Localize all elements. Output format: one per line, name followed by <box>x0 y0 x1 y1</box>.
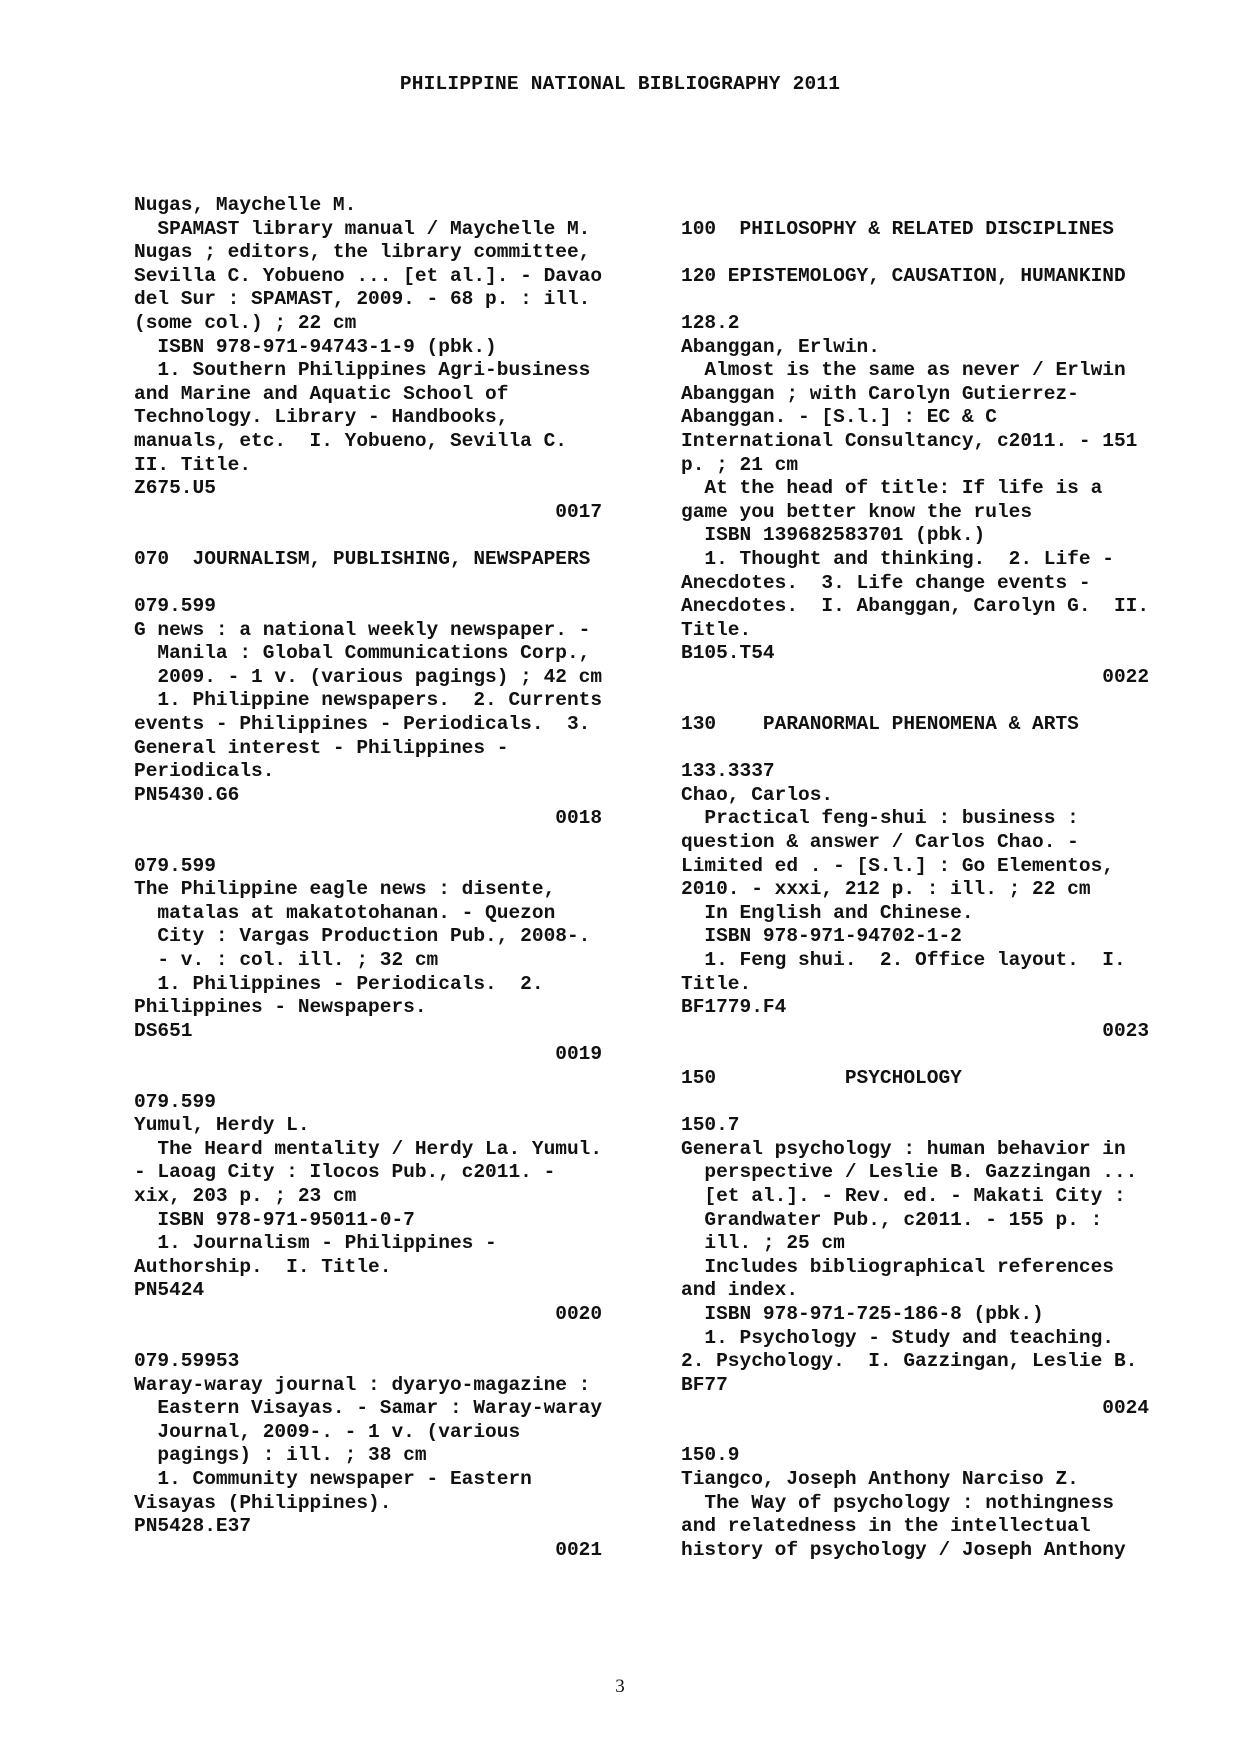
text-line: [et al.]. - Rev. ed. - Makati City : <box>681 1184 1126 1207</box>
text-line: - v. : col. ill. ; 32 cm <box>134 949 439 971</box>
text-line: Philippines - Newspapers. <box>134 996 427 1019</box>
text-line <box>681 737 1179 761</box>
text-line: Grandwater Pub., c2011. - 155 p. : <box>681 1208 1103 1231</box>
text-line <box>134 524 660 548</box>
text-line: B105.T54 <box>681 642 775 665</box>
text-line: G news : a national weekly newspaper. - <box>134 618 591 641</box>
text-line: PN5428.E37 <box>134 1515 252 1538</box>
text-line: and Marine and Aquatic School of <box>134 382 509 405</box>
text-line: II. Title. <box>134 453 252 476</box>
text-line: Almost is the same as never / Erlwin <box>681 359 1126 382</box>
text-line: xix, 203 p. ; 23 cm <box>134 1184 357 1207</box>
text-line <box>681 1421 1179 1445</box>
text-line: Journal, 2009-. - 1 v. (various <box>134 1420 521 1443</box>
text-line: Anecdotes. I. Abanggan, Carolyn G. II. <box>681 595 1150 618</box>
text-line: 133.3337 <box>681 760 775 783</box>
text-line: 128.2 <box>681 311 740 334</box>
text-line: 0018 <box>134 807 603 830</box>
text-line: ISBN 978-971-95011-0-7 <box>134 1208 415 1231</box>
text-line: 079.599 <box>134 595 216 618</box>
text-line: 100 PHILOSOPHY & RELATED DISCIPLINES <box>681 217 1114 240</box>
text-line: DS651 <box>134 1019 193 1042</box>
text-line: Yumul, Herdy L. <box>134 1114 310 1137</box>
text-line <box>681 241 1179 265</box>
text-line: 070 JOURNALISM, PUBLISHING, NEWSPAPERS <box>134 547 591 570</box>
text-line <box>134 831 660 855</box>
text-line: 2010. - xxxi, 212 p. : ill. ; 22 cm <box>681 878 1091 901</box>
text-line: Anecdotes. 3. Life change events - <box>681 571 1091 594</box>
text-line: Limited ed . - [S.l.] : Go Elementos, <box>681 854 1114 877</box>
text-line: 0023 <box>681 1019 1150 1042</box>
text-line: 2009. - 1 v. (various pagings) ; 42 cm <box>134 665 603 688</box>
text-line: game you better know the rules <box>681 500 1033 523</box>
text-line: Title. <box>681 972 752 995</box>
text-line: 1. Philippine newspapers. 2. Currents <box>134 689 603 712</box>
text-line: pagings) : ill. ; 38 cm <box>134 1444 427 1467</box>
text-line: (some col.) ; 22 cm <box>134 311 357 334</box>
text-line: 0017 <box>134 500 603 523</box>
text-line: 150 PSYCHOLOGY <box>681 1066 962 1089</box>
text-line <box>681 689 1179 713</box>
text-line: ISBN 978-971-94743-1-9 (pbk.) <box>134 335 497 358</box>
text-line: The Way of psychology : nothingness <box>681 1491 1114 1514</box>
text-line <box>681 288 1179 312</box>
text-line: Abanggan, Erlwin. <box>681 335 880 358</box>
text-line: perspective / Leslie B. Gazzingan ... <box>681 1161 1138 1184</box>
text-line: General interest - Philippines - <box>134 736 509 759</box>
text-line <box>681 194 1179 218</box>
text-line: 0020 <box>134 1302 603 1325</box>
text-line: 1. Thought and thinking. 2. Life - <box>681 547 1114 570</box>
text-line: 1. Philippines - Periodicals. 2. <box>134 972 544 995</box>
text-line: history of psychology / Joseph Anthony <box>681 1538 1126 1561</box>
text-line: BF1779.F4 <box>681 996 787 1019</box>
text-line: manuals, etc. I. Yobueno, Sevilla C. <box>134 429 567 452</box>
text-line: Tiangco, Joseph Anthony Narciso Z. <box>681 1468 1079 1491</box>
text-line: Nugas, Maychelle M. <box>134 194 357 216</box>
text-line: Z675.U5 <box>134 477 216 500</box>
text-line: 1. Feng shui. 2. Office layout. I. <box>681 949 1126 971</box>
right-column <box>681 194 1179 1562</box>
text-line: PN5424 <box>134 1279 205 1302</box>
text-line: Chao, Carlos. <box>681 783 834 806</box>
text-line: Eastern Visayas. - Samar : Waray-waray <box>134 1397 603 1420</box>
text-line: Abanggan ; with Carolyn Gutierrez- <box>681 382 1079 405</box>
text-line: Visayas (Philippines). <box>134 1491 392 1514</box>
text-line: Waray-waray journal : dyaryo-magazine : <box>134 1373 591 1396</box>
text-line: 1. Community newspaper - Eastern <box>134 1468 532 1491</box>
text-line: Authorship. I. Title. <box>134 1255 392 1278</box>
text-line: 079.599 <box>134 854 216 877</box>
text-line: 130 PARANORMAL PHENOMENA & ARTS <box>681 713 1079 736</box>
text-line: del Sur : SPAMAST, 2009. - 68 p. : ill. <box>134 288 591 311</box>
text-line: and relatedness in the intellectual <box>681 1515 1091 1538</box>
text-line <box>134 1327 660 1351</box>
text-line <box>681 1043 1179 1067</box>
text-line: question & answer / Carlos Chao. - <box>681 831 1079 854</box>
text-line: 2. Psychology. I. Gazzingan, Leslie B. <box>681 1350 1138 1373</box>
text-line: Includes bibliographical references <box>681 1255 1114 1278</box>
text-line: At the head of title: If life is a <box>681 477 1103 500</box>
text-line: ISBN 978-971-94702-1-2 <box>681 925 962 948</box>
text-line: Nugas ; editors, the library committee, <box>134 241 591 264</box>
text-line: ill. ; 25 cm <box>681 1232 845 1255</box>
text-line: The Heard mentality / Herdy La. Yumul. <box>134 1137 603 1160</box>
text-line: matalas at makatotohanan. - Quezon <box>134 901 556 924</box>
text-line: 120 EPISTEMOLOGY, CAUSATION, HUMANKIND <box>681 264 1126 287</box>
text-line: events - Philippines - Periodicals. 3. <box>134 713 591 736</box>
text-line: General psychology : human behavior in <box>681 1137 1126 1160</box>
text-line: SPAMAST library manual / Maychelle M. <box>134 217 591 240</box>
text-line: 0024 <box>681 1397 1150 1420</box>
text-line: - Laoag City : Ilocos Pub., c2011. - <box>134 1161 556 1184</box>
text-line: ISBN 978-971-725-186-8 (pbk.) <box>681 1302 1044 1325</box>
text-line: 0021 <box>134 1538 603 1561</box>
text-line: 0022 <box>681 665 1150 688</box>
text-line: 079.599 <box>134 1090 216 1113</box>
text-line <box>681 1091 1179 1115</box>
page-header-title: PHILIPPINE NATIONAL BIBLIOGRAPHY 2011 <box>399 73 841 95</box>
text-line: 1. Psychology - Study and teaching. <box>681 1326 1114 1349</box>
page-number: 3 <box>615 1676 625 1697</box>
text-line: In English and Chinese. <box>681 901 974 924</box>
text-line: Technology. Library - Handbooks, <box>134 406 509 429</box>
text-line: Periodicals. <box>134 760 275 783</box>
text-line: PN5430.G6 <box>134 783 240 806</box>
text-line: 1. Southern Philippines Agri-business <box>134 359 591 382</box>
text-line: 150.9 <box>681 1444 740 1467</box>
text-line: 079.59953 <box>134 1350 240 1373</box>
left-column <box>134 194 660 1562</box>
text-line: City : Vargas Production Pub., 2008-. <box>134 925 591 948</box>
text-line: BF77 <box>681 1373 728 1396</box>
text-line <box>134 572 660 596</box>
text-line: Title. <box>681 618 752 641</box>
text-line: Manila : Global Communications Corp., <box>134 642 591 665</box>
text-line <box>134 1067 660 1091</box>
text-line: ISBN 139682583701 (pbk.) <box>681 524 986 547</box>
text-line: 150.7 <box>681 1114 740 1137</box>
text-line: p. ; 21 cm <box>681 453 799 476</box>
text-line: Sevilla C. Yobueno ... [et al.]. - Davao <box>134 264 603 287</box>
text-line: and index. <box>681 1279 799 1302</box>
text-line: International Consultancy, c2011. - 151 <box>681 429 1138 452</box>
text-line: 1. Journalism - Philippines - <box>134 1232 497 1255</box>
text-line: 0019 <box>134 1043 603 1066</box>
text-line: Abanggan. - [S.l.] : EC & C <box>681 406 997 429</box>
text-line: Practical feng-shui : business : <box>681 807 1079 830</box>
text-line: The Philippine eagle news : disente, <box>134 878 556 901</box>
